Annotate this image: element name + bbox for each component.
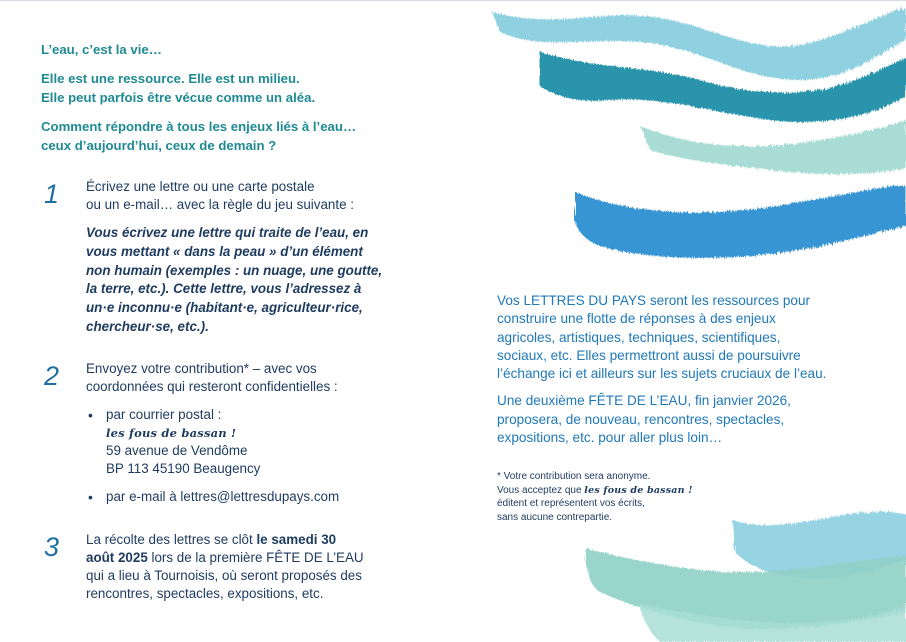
email-link[interactable]: par e-mail à lettres@lettresdupays.com [106,489,340,504]
step-3-line-4: rencontres, spectacles, expositions, etc. [86,586,324,601]
footnote-text: Vous acceptez que [497,484,585,496]
step-1-number: 1 [44,179,60,209]
step-3-line-3: qui a lieu à Tournoisis, où seront proposés des [86,568,362,583]
right-p1-line: l’échange ici et ailleurs sur les sujets cruciaux de l’eau. [497,366,827,382]
footnote-line-2 [497,484,757,498]
footnote-line-3: éditent et représentent vos écrits, [497,498,645,510]
step-1-rule [86,224,416,337]
wave-stroke-3 [640,120,906,174]
footnote-line-4: sans aucune contrepartie. [497,511,613,523]
footnote-line-1: * Votre contribution sera anonyme. [497,471,651,482]
right-p1-line: Vos LETTRES DU PAYS seront les ressources pour [497,293,811,308]
wave-stroke-7 [640,604,906,642]
intro-block [41,40,461,155]
step-3-text: lors de la première FÊTE DE L’EAU [147,550,364,565]
brand-name: les fous de bassan ! [106,426,237,440]
step-3-body [86,531,416,603]
step-3-text: La récolte des lettres se clôt [86,532,257,547]
right-p2-line: Une deuxième FÊTE DE L’EAU, fin janvier 2026, [497,393,791,409]
step-1-body [86,178,416,337]
right-p2-line: proposera, de nouveau, rencontres, spectacles, [497,411,785,427]
intro-line-3: Elle peut parfois être vécue comme un aléa. [41,90,316,105]
step-1-rule-line: non humain (exemples : un nuage, une goutte, [86,262,383,278]
wave-stroke-6 [585,548,906,629]
step-2-number: 2 [44,361,60,391]
step-2-body [86,360,416,516]
step-2-lead-1: Envoyez votre contribution* – avec vos [86,361,317,376]
top-rule [0,0,906,1]
wave-stroke-5 [732,512,906,579]
postal-label: • par courrier postal : [106,407,222,422]
step-3-number: 3 [44,532,60,562]
intro-line-4: Comment répondre à tous les enjeux liés à l’eau… [41,119,357,134]
wave-stroke-1 [492,8,906,80]
step-3-date: le samedi 30 [256,532,337,547]
step-3-date-cont: août 2025 [86,550,148,565]
right-column [497,292,897,447]
address-line-2: BP 113 45190 Beaugency [106,461,261,476]
footnote-brand: les fous de bassan ! [584,484,693,496]
step-2-lead-2: coordonnées qui resteront confidentielles : [86,379,338,394]
wave-stroke-4 [575,186,906,258]
footnote [497,470,757,524]
step-1-rule-line: la terre, etc.). Cette lettre, vous l’adressez à [86,281,362,297]
right-p1-line: agricoles, artistiques, techniques, scientifiques, [497,329,781,345]
step-1-rule-line: vous mettant « dans la peau » d’un élément [86,243,363,259]
intro-line-1: L’eau, c’est la vie… [41,42,162,57]
step-1-rule-line: Vous écrivez une lettre qui traite de l’eau, en [86,225,369,240]
right-p2-line: expositions, etc. pour aller plus loin… [497,430,723,446]
contact-options-list [86,406,416,506]
wave-stroke-2 [540,52,906,122]
intro-line-5: ceux d’aujourd’hui, ceux de demain ? [41,138,277,153]
address-line-1: 59 avenue de Vendôme [106,443,248,458]
step-3-line-1 [86,531,416,549]
list-item-email [86,488,416,506]
right-p1-line: sociaux, etc. Elles permettront aussi de poursuivre [497,347,801,363]
right-p1-line: construire une flotte de réponses à des enjeux [497,311,776,327]
step-1-lead-2: ou un e-mail… avec la règle du jeu suivante : [86,197,354,212]
step-1-rule-line: chercheur·se, etc.). [86,318,209,334]
intro-line-2: Elle est une ressource. Elle est un milieu. [41,71,300,86]
list-item-postal [86,406,416,478]
step-1-rule-line: un·e inconnu·e (habitant·e, agriculteur·rice, [86,300,363,316]
step-3-line-2 [86,549,416,567]
step-1-lead-1: Écrivez une lettre ou une carte postale [86,179,315,194]
